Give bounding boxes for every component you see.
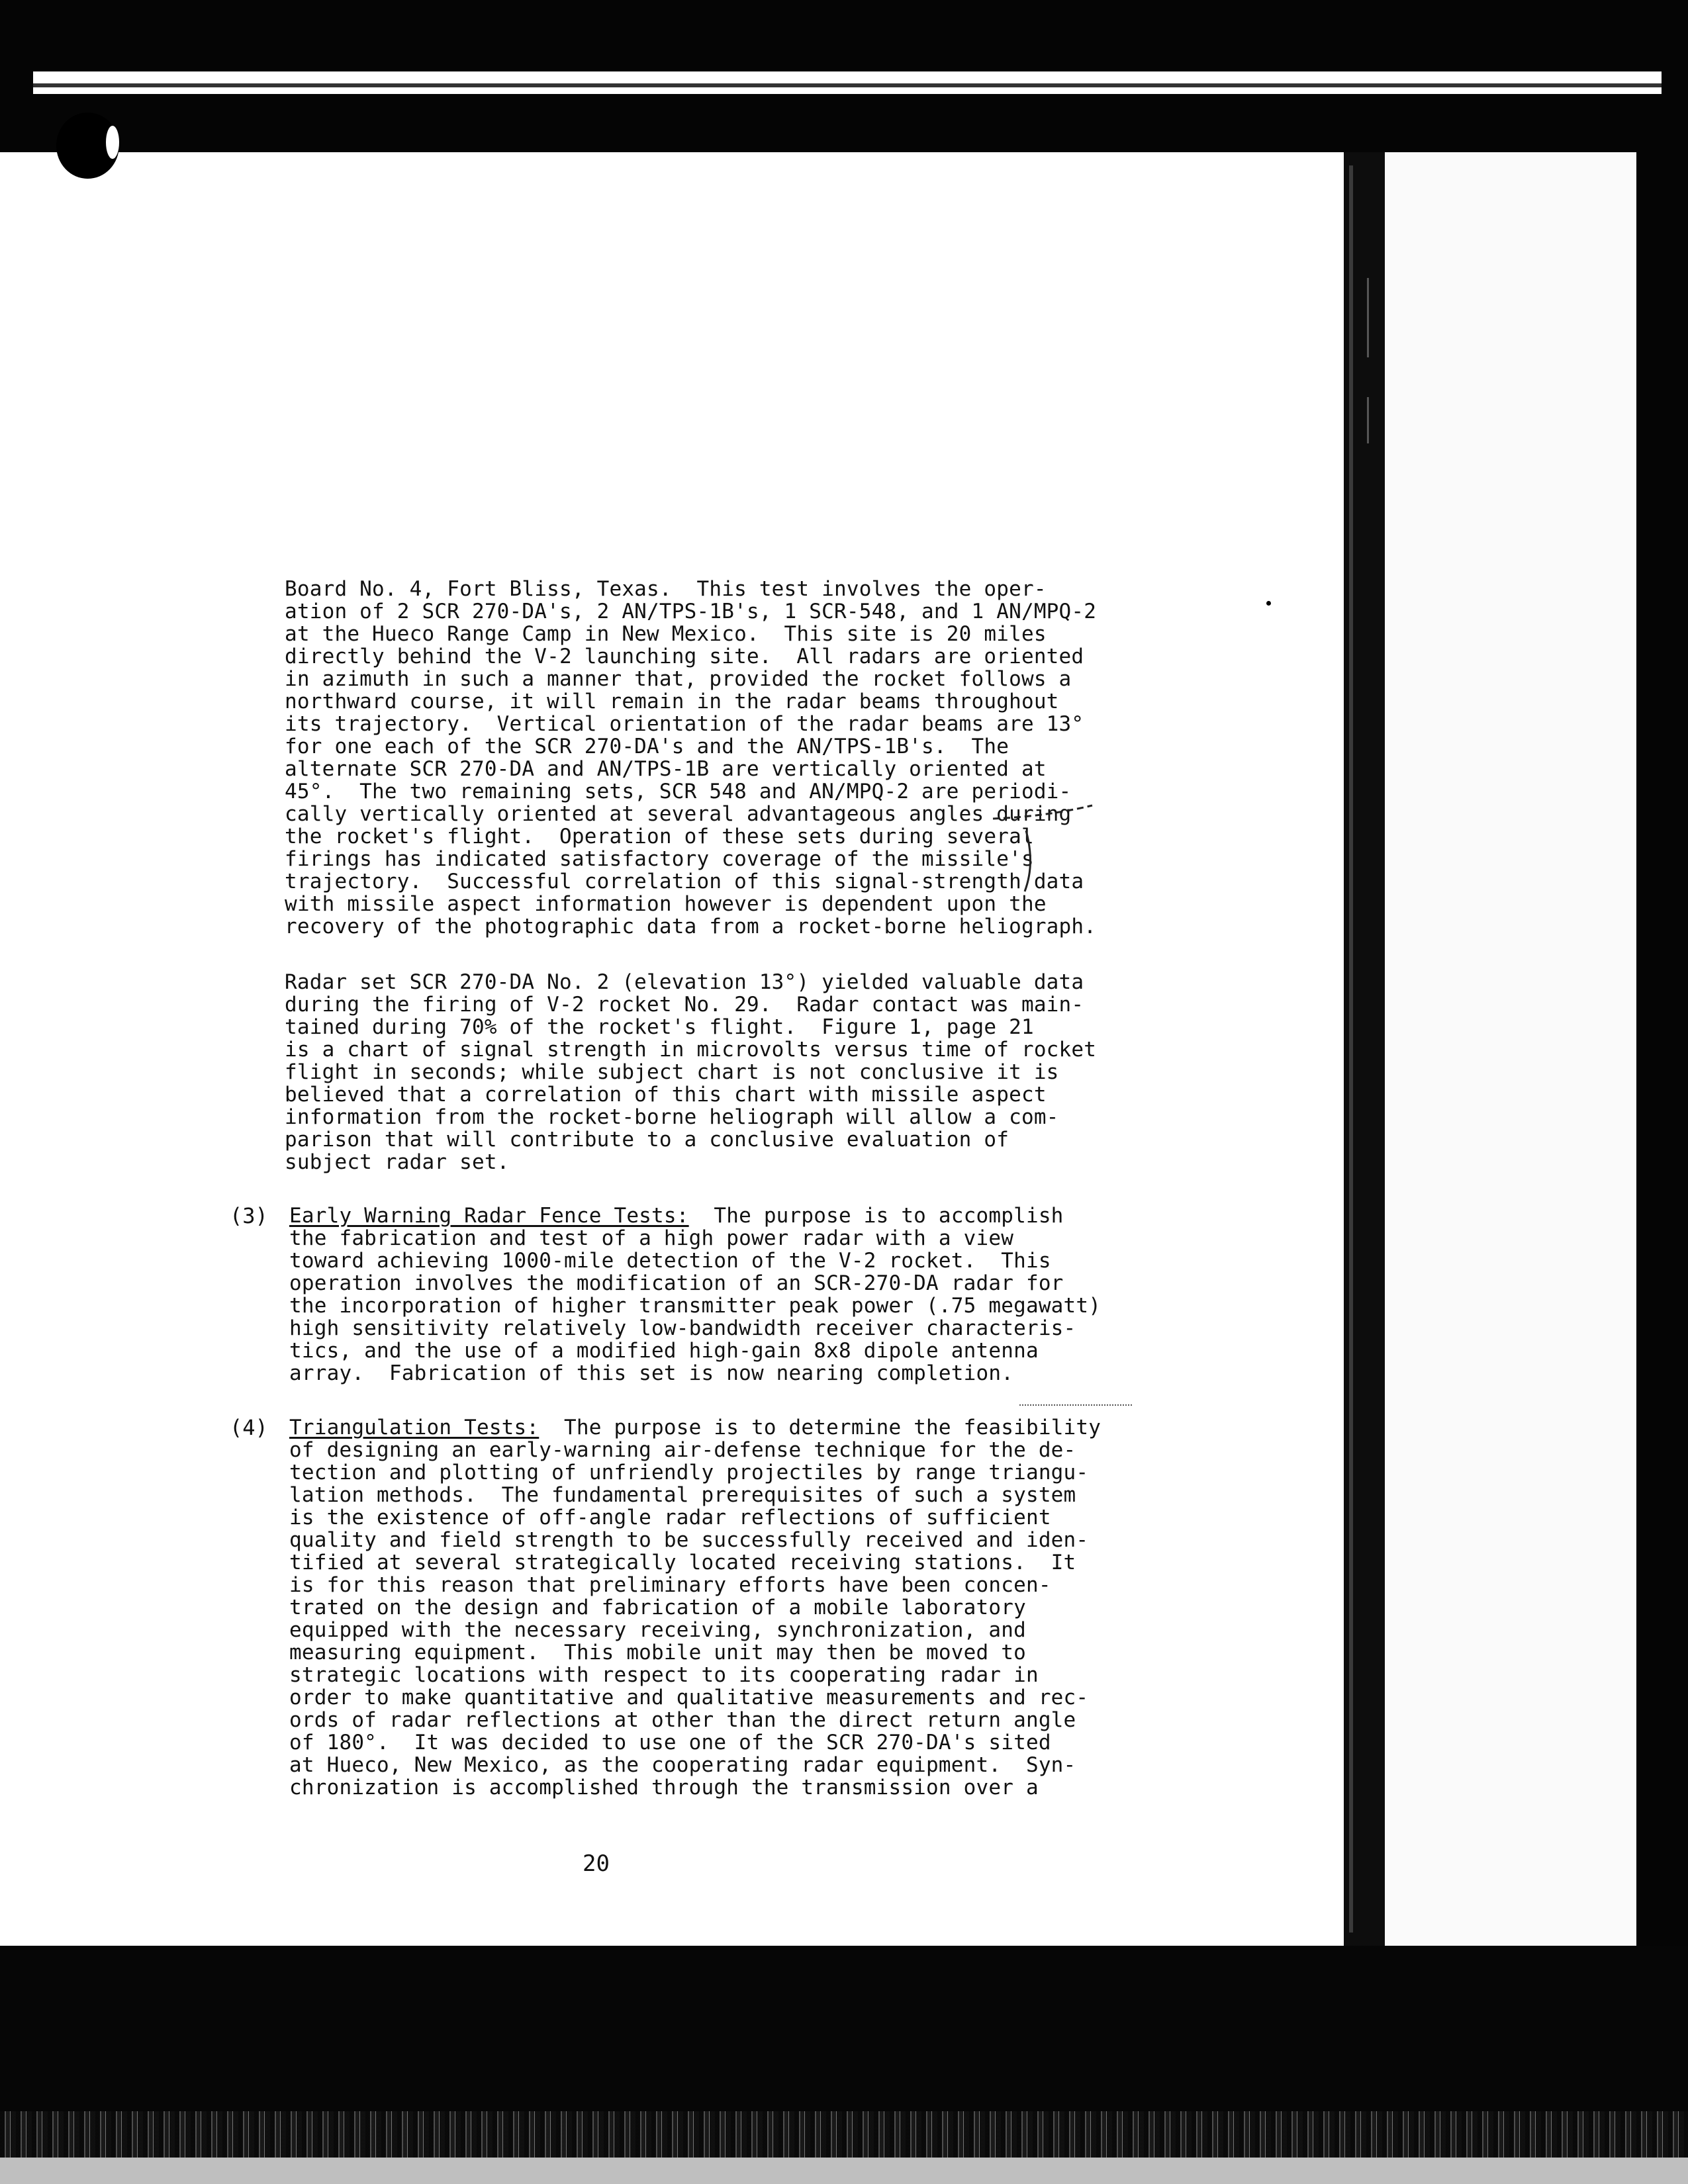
text-line: operation involves the modification of an SCR-270-DA radar for <box>289 1271 1064 1295</box>
text-line: tection and plotting of unfriendly projectiles by range triangu- <box>289 1461 1089 1484</box>
text-line: tics, and the use of a modified high-gain 8x8 dipole antenna <box>289 1339 1039 1363</box>
text-line: at the Hueco Range Camp in New Mexico. This site is 20 miles <box>285 622 1047 646</box>
text-line: order to make quantitative and qualitative measurements and rec- <box>289 1686 1089 1709</box>
text-line: during the firing of V-2 rocket No. 29. Radar contact was main- <box>285 993 1084 1017</box>
text-line: recovery of the photographic data from a rocket-borne heliograph. <box>285 915 1097 938</box>
text-line: ation of 2 SCR 270-DA's, 2 AN/TPS-1B's, 1 SCR-548, and 1 AN/MPQ-2 <box>285 600 1097 623</box>
text-line: in azimuth in such a manner that, provided the rocket follows a <box>285 667 1072 691</box>
text-line: Radar set SCR 270-DA No. 2 (elevation 13°) yielded valuable data <box>285 970 1084 994</box>
text-line: of 180°. It was decided to use one of the SCR 270-DA's sited <box>289 1731 1051 1754</box>
text-line: trajectory. Successful correlation of this signal-strength data <box>285 870 1084 893</box>
text-line: the rocket's flight. Operation of these sets during several <box>285 825 1034 848</box>
text-line: is a chart of signal strength in microvolts versus time of rocket <box>285 1038 1097 1062</box>
text-line: subject radar set. <box>285 1150 510 1174</box>
text-line: is for this reason that preliminary efforts have been concen- <box>289 1573 1051 1597</box>
text-line: ords of radar reflections at other than the direct return angle <box>289 1708 1076 1732</box>
text-line: at Hueco, New Mexico, as the cooperating radar equipment. Syn- <box>289 1753 1076 1777</box>
item-text: The purpose is to determine the feasibility <box>539 1416 1102 1439</box>
text-line: strategic locations with respect to its cooperating radar in <box>289 1663 1039 1687</box>
text-line: equipped with the necessary receiving, synchronization, and <box>289 1618 1026 1642</box>
text-line: measuring equipment. This mobile unit may then be moved to <box>289 1641 1026 1664</box>
item-marker: (3) <box>230 1203 268 1228</box>
text-line: the incorporation of higher transmitter peak power (.75 megawatt) <box>289 1294 1102 1318</box>
text-line: alternate SCR 270-DA and AN/TPS-1B are vertically oriented at <box>285 757 1047 781</box>
text-line: for one each of the SCR 270-DA's and the AN/TPS-1B's. The <box>285 735 1009 758</box>
text-line: Board No. 4, Fort Bliss, Texas. This test involves the oper- <box>285 577 1047 601</box>
item-marker: (4) <box>230 1415 268 1440</box>
text-line: directly behind the V-2 launching site. All radars are oriented <box>285 645 1084 668</box>
text-line: northward course, it will remain in the radar beams throughout <box>285 690 1059 713</box>
text-line: its trajectory. Vertical orientation of the radar beams are 13° <box>285 712 1084 736</box>
faint-rule <box>1019 1404 1132 1406</box>
text-line <box>289 1416 1102 1439</box>
text-line: lation methods. The fundamental prerequisites of such a system <box>289 1483 1076 1507</box>
text-line: information from the rocket-borne heliograph will allow a com- <box>285 1105 1059 1129</box>
text-line <box>289 1205 1070 1227</box>
item-heading: Triangulation Tests: <box>289 1416 539 1439</box>
text-line: trated on the design and fabrication of a mobile laboratory <box>289 1596 1026 1619</box>
item-text: The purpose is to accomplish <box>688 1204 1064 1228</box>
text-line: parison that will contribute to a conclusive evaluation of <box>285 1128 1009 1152</box>
text-line: tained during 70% of the rocket's flight. Figure 1, page 21 <box>285 1015 1034 1039</box>
text-line: is the existence of off-angle radar reflections of sufficient <box>289 1506 1051 1529</box>
text-line: flight in seconds; while subject chart is not conclusive it is <box>285 1060 1059 1084</box>
text-line: the fabrication and test of a high power radar with a view <box>289 1226 1014 1250</box>
text-line: high sensitivity relatively low-bandwidth receiver characteris- <box>289 1316 1076 1340</box>
text-line: array. Fabrication of this set is now nearing completion. <box>289 1361 1014 1385</box>
page-number: 20 <box>583 1850 610 1877</box>
text-line: quality and field strength to be successfully received and iden- <box>289 1528 1089 1552</box>
text-line: with missile aspect information however is dependent upon the <box>285 892 1047 916</box>
text-line: toward achieving 1000-mile detection of the V-2 rocket. This <box>289 1249 1051 1273</box>
text-line: cally vertically oriented at several advantageous angles during <box>285 802 1072 826</box>
text-line: of designing an early-warning air-defense technique for the de- <box>289 1438 1076 1462</box>
text-line: believed that a correlation of this chart with missile aspect <box>285 1083 1047 1107</box>
text-line: tified at several strategically located receiving stations. It <box>289 1551 1076 1574</box>
text-line: 45°. The two remaining sets, SCR 548 and AN/MPQ-2 are periodi- <box>285 780 1072 803</box>
item-heading: Early Warning Radar Fence Tests: <box>289 1204 689 1228</box>
text-line: firings has indicated satisfactory coverage of the missile's <box>285 847 1034 871</box>
handwritten-bracket-mark <box>986 804 1105 897</box>
text-line: chronization is accomplished through the transmission over a <box>289 1776 1039 1799</box>
